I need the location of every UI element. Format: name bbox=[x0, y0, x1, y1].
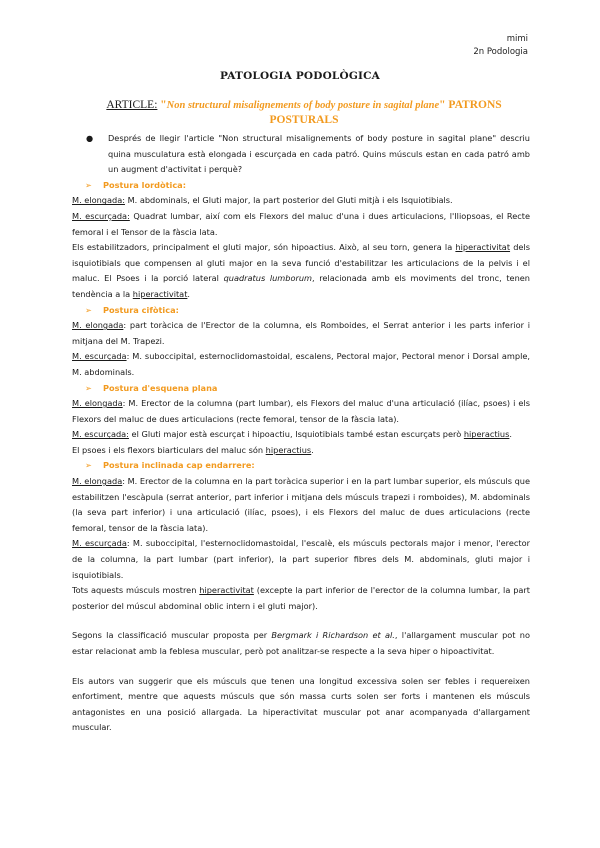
section-heading-kyphotic: ➢ Postura cifòtica: bbox=[72, 303, 530, 319]
article-label: ARTICLE: bbox=[106, 99, 158, 111]
article-quote-close: " bbox=[439, 99, 446, 111]
article-paper-title: Non structural misalignements of body posture in sagital plane bbox=[166, 100, 440, 111]
arrow-icon: ➢ bbox=[85, 304, 92, 315]
intro-question bbox=[72, 131, 530, 178]
kyphotic-elongated: M. elongada: part toràcica de l'Erector de la columna, els Romboides, el Serrat anterior i les parts inferior i mitjana del M. Trapezi. bbox=[72, 320, 530, 346]
lordotic-shortened: M. escurçada: Quadrat lumbar, així com els Flexors del maluc d'una i dues articulacions, l'Iliopsoas, el Recte femoral i el Tensor de la fàscia lata. bbox=[72, 210, 530, 237]
section-heading-flat-back: ➢ Postura d'esquena plana bbox=[72, 381, 530, 397]
lordotic-elongated: M. elongada: M. abdominals, el Gluti major, la part posterior del Gluti mitjà i els Isquiotibials. bbox=[72, 195, 453, 206]
closing-paragraph-2: Els autors van suggerir que els músculs que tenen una longitud excessiva solen ser febles i requereixen enfortiment, mentre que aquests músculs que són massa curts solen ser forts i mantenen els músculs antagonistes en una posició allargada. La hiperactivitat muscular pot anar acompanyada d'allargament muscular. bbox=[72, 675, 530, 733]
flat-paragraph: El psoes i els flexors biarticulars del maluc són hiperactius. bbox=[72, 444, 314, 455]
article-subtitle: PATRONS POSTURALS bbox=[269, 99, 502, 126]
closing-paragraph-1: Segons la classificació muscular proposta per Bergmark i Richardson et al., l'allargament muscular pot no estar relacionat amb la feblesa muscular, però pot analitzar-se respecte a la seva hiper o hipoactivitat. bbox=[72, 630, 530, 656]
kyphotic-shortened: M. escurçada: M. suboccipital, esternoclidomastoidal, escalens, Pectoral major, Pectoral menor i Dorsal ample, M. abdominals. bbox=[72, 351, 530, 377]
flat-shortened: M. escurçada: el Gluti major està escurçat i hipoactiu, Isquiotibials també estan escurçats però hiperactius. bbox=[72, 429, 512, 440]
header-course: 2n Podologia bbox=[473, 47, 528, 57]
section-heading-inclined: ➢ Postura inclinada cap endarrere: bbox=[72, 458, 530, 474]
intro-text: Després de llegir l'article "Non structural misalignements of body posture in sagital plane" descriu quina musculatura està elongada i escurçada en cada patró. Quins músculs estan en cada patró amb un augment d'activitat i perquè? bbox=[108, 133, 530, 175]
article-quote-open: " bbox=[157, 99, 167, 111]
lordotic-paragraph: Els estabilitzadors, principalment el gluti major, són hipoactius. Això, al seu torn, genera la hiperactivitat dels isquiotibials que compensen al gluti major en la seva funció d'estabilitzar les articulacions de la pelvis i el maluc. El Psoes i la porció lateral quadratus lumborum, relacionada amb els moviments del tronc, tenen tendència a la hiperactivitat. bbox=[72, 242, 530, 299]
page-title: PATOLOGIA PODOLÒGICA bbox=[219, 70, 381, 82]
arrow-icon: ➢ bbox=[85, 179, 92, 190]
flat-elongated: M. elongada: M. Erector de la columna (part lumbar), els Flexors del maluc d'una articulació (ilíac, psoes) i els Flexors del maluc de dues articulacions (recte femoral, tensor de la fàscia lata). bbox=[72, 398, 530, 424]
inclined-elongated: M. elongada: M. Erector de la columna en la part toràcica superior i en la part lumbar superior, els músculs que estabilitzen l'escàpula (serrat anterior, part inferior i mitjana dels músculs trapezi i romboides), M. abdominals (la seva part inferior) i una articulació (ilíac, psoes), i els Flexors del maluc de dues articulacions (recte femoral, tensor de la fàscia lata). bbox=[72, 476, 530, 533]
arrow-icon: ➢ bbox=[85, 460, 92, 471]
inclined-shortened: M. escurçada: M. suboccipital, l'esternoclidomastoidal, l'escalè, els músculs pectorals major i menor, l'erector de la columna, la part lumbar (part inferior), la part superior fibres dels M. abdominals, gluti major i isquiotibials. bbox=[72, 538, 530, 580]
article-heading bbox=[84, 98, 524, 128]
arrow-icon: ➢ bbox=[85, 382, 92, 393]
section-heading-lordotic: ➢ Postura lordòtica: bbox=[72, 178, 530, 194]
document-body bbox=[72, 131, 530, 736]
header-author: mimi bbox=[506, 34, 528, 44]
inclined-paragraph: Tots aquests músculs mostren hiperactivitat (excepte la part inferior de l'erector de la columna lumbar, la part posterior del múscul abdominal oblic intern i el gluti major). bbox=[72, 585, 530, 611]
bullet-icon: ● bbox=[86, 133, 94, 143]
